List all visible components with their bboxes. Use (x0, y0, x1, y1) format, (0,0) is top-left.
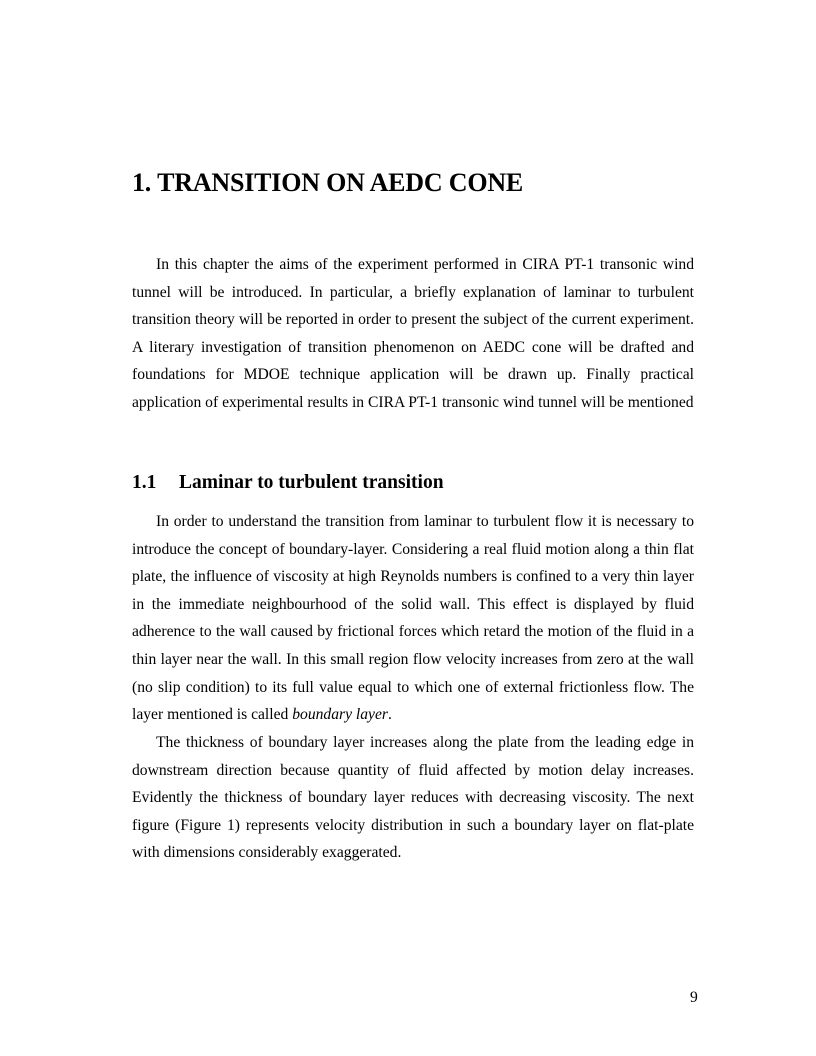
paragraph-1-end: . (387, 706, 392, 724)
boundary-layer-paragraph-2: The thickness of boundary layer increases along the plate from the leading edge in downstream direction because quantity of fluid affected by motion delay increases. Evidently the thickness of boundary layer reduces with decreasing viscosity. The next figure (Figure 1) represents velocity distribution in such a boundary layer on flat-plate with dimensions considerably exaggerated. (132, 734, 694, 862)
paragraph-1-text: In order to understand the transition from laminar to turbulent flow it is necessary to introduce the concept of boundary-layer. Considering a real fluid motion along a thin flat plate, the influence of viscosity at high Reynolds numbers is confined to a very thin layer in the immediate neighbourhood of the solid wall. This effect is displayed by fluid adherence to the wall caused by frictional forces which retard the motion of the fluid in a thin layer near the wall. In this small region flow velocity increases from zero at the wall (no slip condition) to its full value equal to which one of external frictionless flow. The layer mentioned is called (132, 513, 694, 724)
chapter-title-text: TRANSITION ON AEDC CONE (157, 168, 524, 197)
chapter-title (132, 168, 523, 198)
boundary-layer-term: boundary layer (292, 706, 388, 724)
chapter-number: 1. (132, 168, 152, 197)
section-title (132, 472, 444, 494)
section-title-text: Laminar to turbulent transition (179, 472, 444, 493)
intro-paragraph: In this chapter the aims of the experiment performed in CIRA PT-1 transonic wind tunnel will be introduced. In particular, a briefly explanation of laminar to turbulent transition theory will be reported in order to present the subject of the current experiment. A literary investigation of transition phenomenon on AEDC cone will be drafted and foundations for MDOE technique application will be drawn up. Finally practical application of experimental results in CIRA PT-1 transonic wind tunnel will be mentioned (132, 256, 694, 411)
page-number: 9 (690, 989, 698, 1006)
boundary-layer-paragraph-1 (132, 508, 694, 729)
section-number: 1.1 (132, 472, 157, 493)
